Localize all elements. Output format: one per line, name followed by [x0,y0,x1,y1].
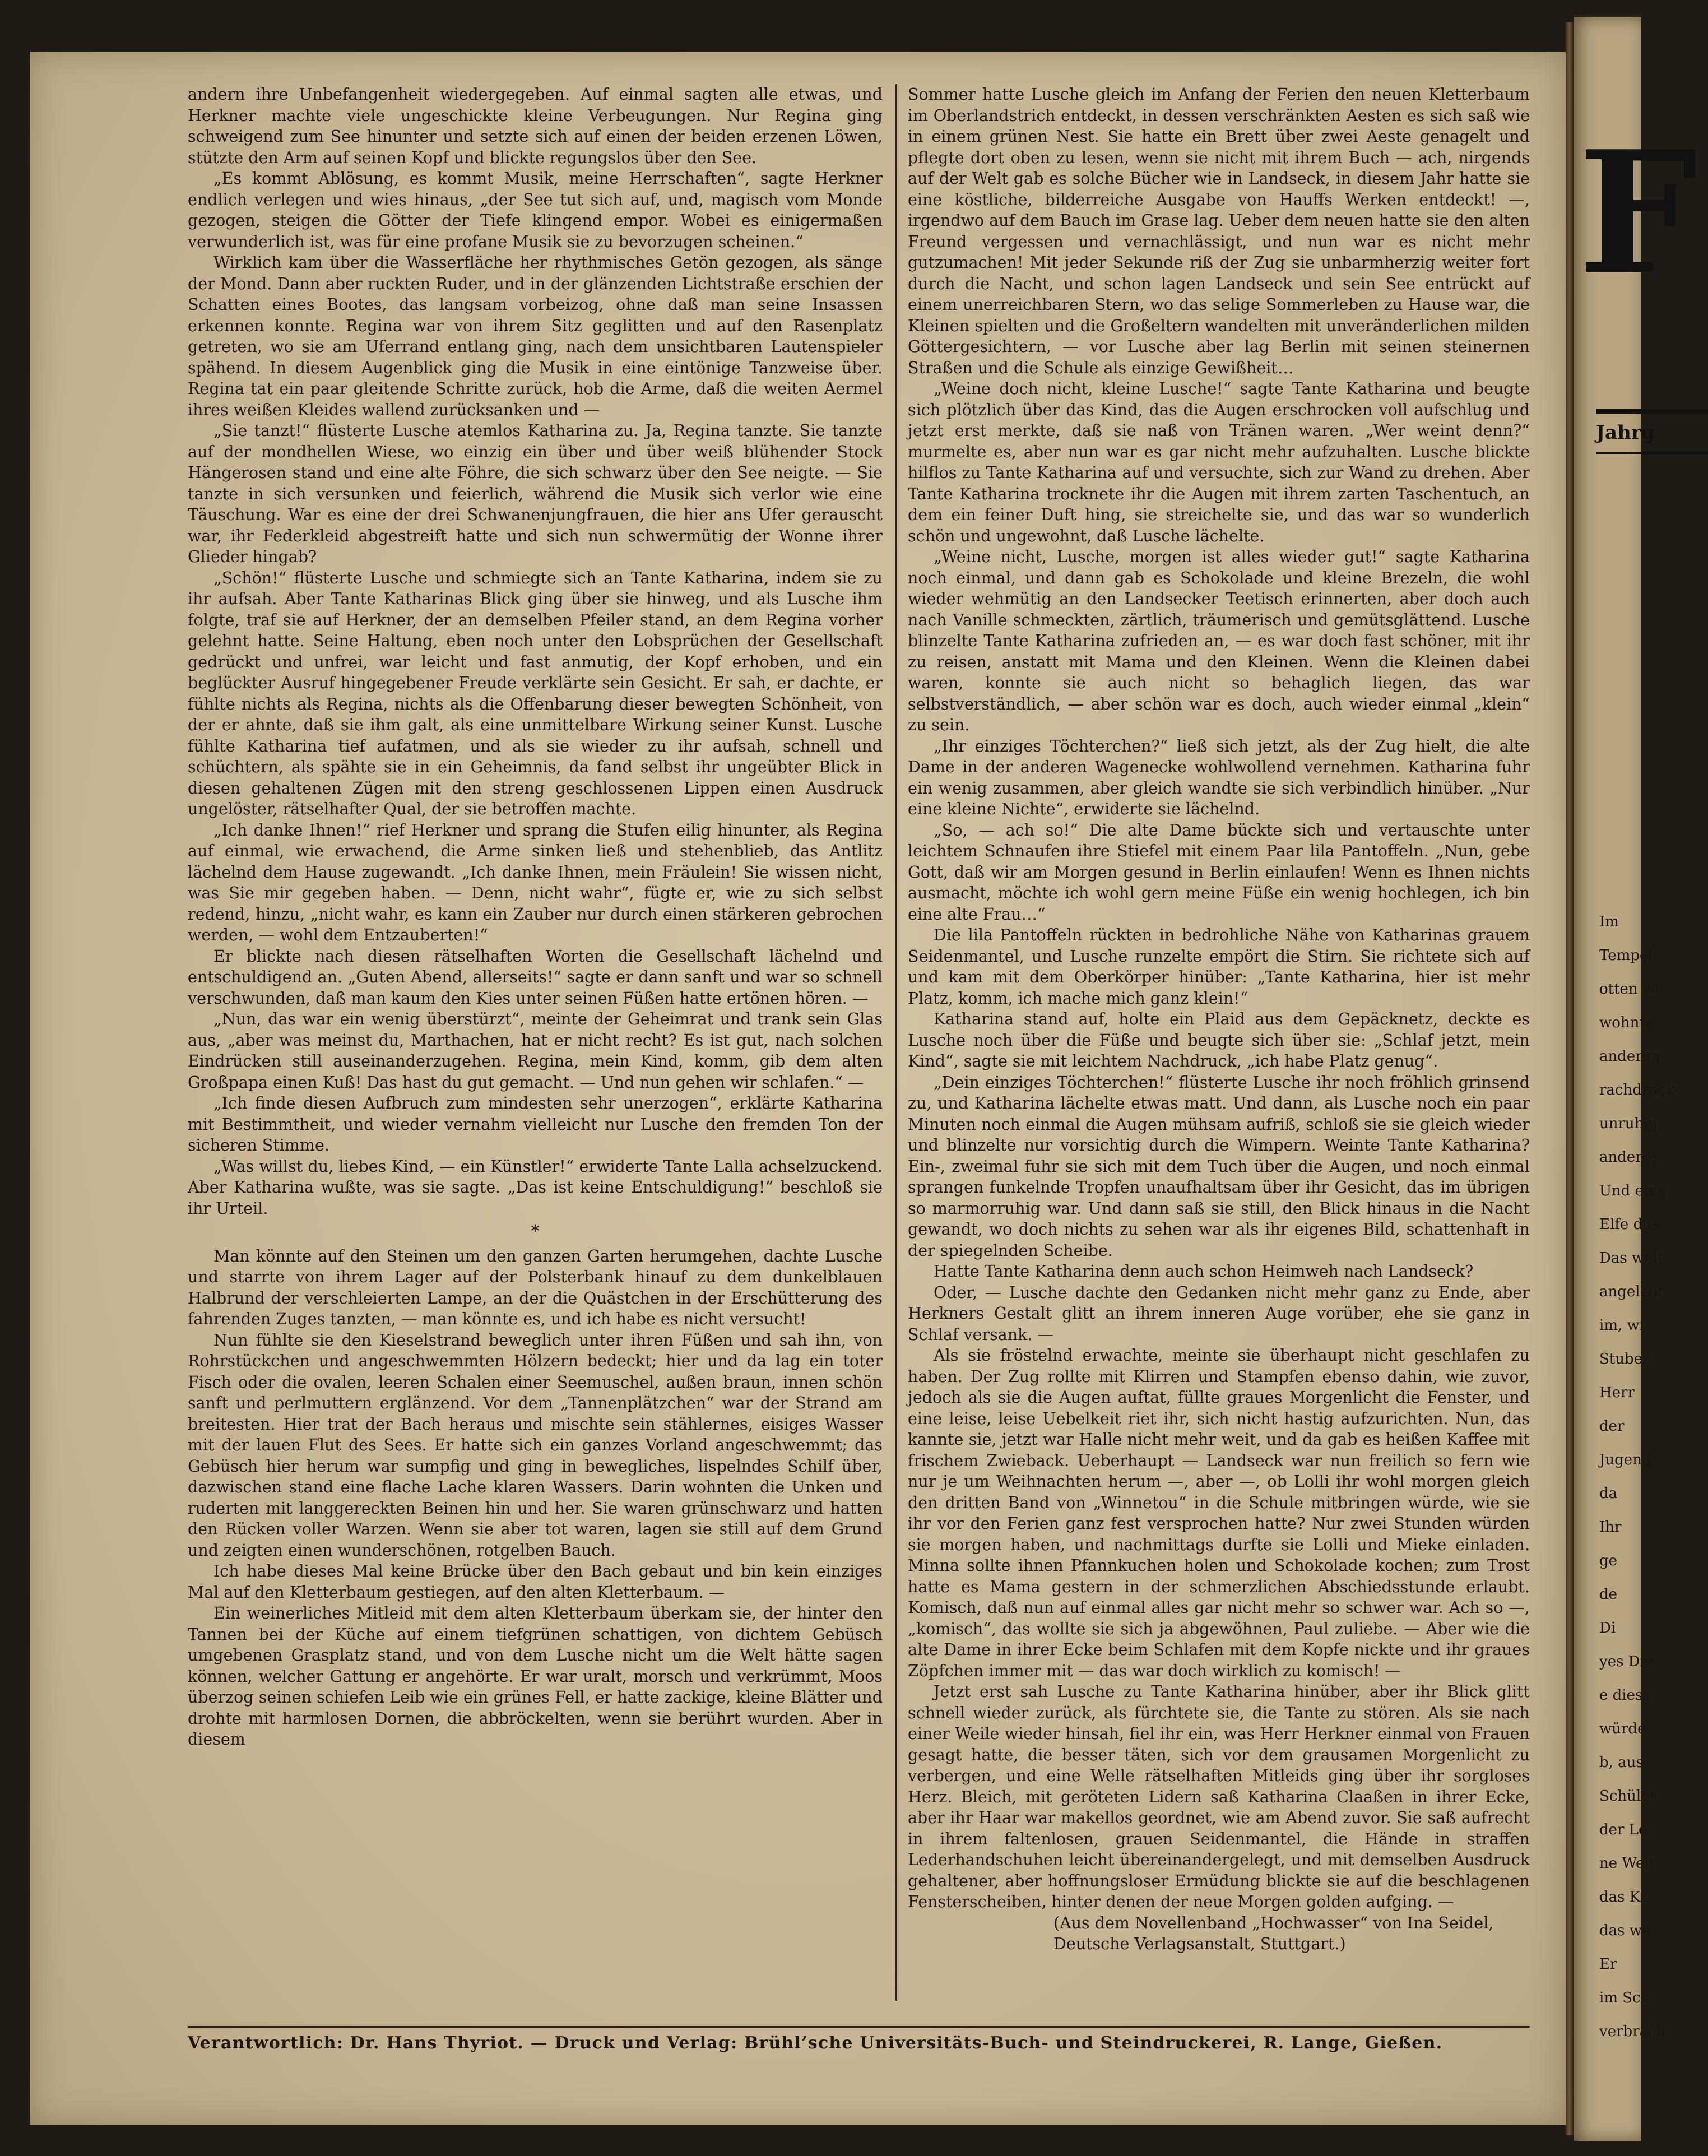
paragraph: „Weine doch nicht, kleine Lusche!“ sagte Tante Katharina und beugte sich plötzlich über das Kind, das die Augen erschrocken voll aufschlug und jetzt erst merkte, daß sie naß von Tränen waren. „Wer weint denn?“ murmelte es, aber nun war es gar nicht mehr aufzuhalten. Lusche blickte hilflos zu Tante Katharina auf und versuchte, sich zur Wand zu drehen. Aber Tante Katharina trocknete ihr die Augen mit ihrem zarten Taschentuch, an dem ein feiner Duft hing, sie streichelte sie, und das war so wunderlich schön und ungewohnt, daß Lusche lächelte. [908,379,1530,545]
paragraph: „Nun, das war ein wenig überstürzt“, meinte der Geheimrat und trank sein Glas aus, „aber was meinst du, Marthachen, hat er nicht recht? Es ist gut, nach solchen Eindrücken still auseinanderzugehen. Regina, mein Kind, komm, gib dem alten Großpapa einen Kuß! Das hast du gut gemacht. — Und nun gehen wir schlafen.“ — [188,1010,883,1092]
masthead-label-fragment: Jahrg [1596,409,1708,454]
paragraph: Sommer hatte Lusche gleich im Anfang der Ferien den neuen Kletterbaum im Oberlandstrich entdeckt, in dessen verschränkten Aesten es sich saß wie in einem grünen Nest. Sie hatte ein Brett über zwei Aeste genagelt und pflegte dort oben zu lesen, wenn sie nicht mit ihrem Buch — ach, nirgends auf der Welt gab es solche Bücher wie in Landseck, in diesem Jahr hatte sie eine köstliche, bilderreiche Ausgabe von Hauffs Werken entdeckt! —, irgendwo auf dem Bauch im Grase lag. Ueber dem neuen hatte sie den alten Freund vergessen und vernachlässigt, und nun war es nicht mehr gutzumachen! Mit jeder Sekunde riß der Zug sie unbarmherzig weiter fort durch die Nacht, und schon lagen Landseck und sein See entrückt auf einem unerreichbaren Stern, wo das selige Sommerleben zu Hause war, die Kleinen spielten und die Großeltern wandelten mit unveränderlichen milden Göttergesichtern, — vor Lusche aber lag Berlin mit seinen steinernen Straßen und die Schule als einzige Gewißheit… [908,85,1530,377]
text-fragment: Stuben [1599,1351,1652,1367]
footer-rule [188,2026,1530,2028]
paragraph: „Sie tanzt!“ flüsterte Lusche atemlos Katharina zu. Ja, Regina tanzte. Sie tanzte auf der mondhellen Wiese, wo einzig ein über und über weiß blühender Stock Hängerosen stand und eine alte Föhre, die sich schwarz über den See neigte. — Sie tanzte in sich versunken und feierlich, während die Musik sich verlor wie eine Täuschung. War es eine der drei Schwanenjungfrauen, die hier ans Ufer gerauscht war, ihr Federkleid abgestreift hatte und sich nun schwermütig der Wonne ihrer Glieder hingab? [188,421,883,566]
paragraph: „Dein einziges Töchterchen!“ flüsterte Lusche ihr noch fröhlich grinsend zu, und Katharina lächelte etwas matt. Und dann, als Lusche noch ein paar Minuten noch einmal die Augen mühsam aufriß, schloß sie sie gleich wieder und blinzelte nur vorsichtig durch die Wimpern. Weinte Tante Katharina? Ein-, zweimal fuhr sie sich mit dem Tuch über die Augen, und noch einmal sprangen funkelnde Tropfen unaufhaltsam über ihr Gesicht, das im übrigen so marmorruhig war. Und dann saß sie still, den Blick hinaus in die Nacht gewandt, wo doch nichts zu sehen war als ihr eigenes Bild, schattenhaft in der spiegelnden Scheibe. [908,1073,1530,1260]
paragraph: Wirklich kam über die Wasserfläche her rhythmisches Getön gezogen, als sänge der Mond. Dann aber ruckten Ruder, und in der glänzenden Lichtstraße erschien der Schatten eines Bootes, das langsam vorbeizog, ohne daß man seine Insassen erkennen konnte. Regina war von ihrem Sitz geglitten und auf den Rasenplatz getreten, wo sie am Uferrand entlang ging, nach dem unsichtbaren Lautenspieler spähend. In diesem Augenblick ging die Musik in eine eintönige Tanzweise über. Regina tat ein paar gleitende Schritte zurück, hob die Arme, daß die weiten Aermel ihres weißen Kleides wallend zurücksanken und — [188,253,883,419]
paragraph: „So, — ach so!“ Die alte Dame bückte sich und vertauschte unter leichtem Schnaufen ihre Stiefel mit einem Paar lila Pantoffeln. „Nun, gebe Gott, daß wir am Morgen gesund in Berlin einlaufen! Wenn es Ihnen nichts ausmacht, möchte ich wohl gern meine Füße ein wenig hochlegen, ich bin eine alte Frau…“ [908,820,1530,924]
text-fragment: im, wi [1599,1317,1645,1334]
text-fragment: Im [1599,914,1619,930]
text-fragment: unruhig [1599,1115,1658,1132]
text-fragment: wohnte [1599,1014,1654,1031]
paragraph: Die lila Pantoffeln rückten in bedrohliche Nähe von Katharinas grauem Seidenmantel, und Lusche runzelte empört die Stirn. Sie richtete sich auf und kam mit dem Oberkörper hinüber: „Tante Katharina, hier ist mehr Platz, komm, ich mache mich ganz klein!“ [908,926,1530,1008]
text-fragment: anderen [1599,1048,1660,1065]
text-fragment: Di [1599,1620,1616,1636]
text-fragment: Jugend [1599,1452,1651,1468]
paragraph: Ich habe dieses Mal keine Brücke über den Bach gebaut und bin kein einziges Mal auf den Kletterbaum gestiegen, auf den alten Kletterbaum. — [188,1562,883,1602]
paragraph: Als sie fröstelnd erwachte, meinte sie überhaupt nicht geschlafen zu haben. Der Zug rollte mit Klirren und Stampfen ebenso dahin, wie zuvor, jedoch als sie die Augen auftat, füllte graues Morgenlicht die Fenster, und eine leise, leise Uebelkeit riet ihr, sich nicht hastig aufzurichten. Nun, das kannte sie, jetzt war Halle nicht mehr weit, und da gab es heißen Kaffee mit frischem Zwieback. Ueberhaupt — Landseck war nun freilich so fern wie nur je um Weihnachten herum —, aber —, ob Lolli ihr wohl morgen gleich den dritten Band von „Winnetou“ in die Schule mitbringen würde, wie sie ihr vor den Ferien ganz fest versprochen hatte? Nur zwei Stunden würden sie morgen haben, und nachmittags durfte sie Lolli und Mieke einladen. Minna sollte ihnen Pfannkuchen holen und Schokolade kochen; zum Trost hatte es Mama gestern in der schmerzlichen Abschiedsstunde erlaubt. Komisch, daß nun auf einmal alles gar nicht mehr so schwer war. Ach so —, „komisch“, das wollte sie sich ja abgewöhnen, Paul zuliebe. — Aber wie die alte Dame in ihrer Ecke beim Schlafen mit dem Kopfe nickte und ihr graues Zöpfchen immer mit — das war doch wirklich zu komisch! — [908,1346,1530,1680]
text-fragment: Das weit [1599,1250,1664,1267]
text-fragment: der [1599,1418,1625,1435]
text-fragment: da [1599,1485,1618,1502]
paragraph: Katharina stand auf, holte ein Plaid aus dem Gepäcknetz, deckte es Lusche noch über die Füße und beugte sich über sie: „Schlaf jetzt, mein Kind“, sagte sie mit leichtem Nachdruck, „ich habe Platz genug“. [908,1010,1530,1070]
text-fragment: Tempel [1599,947,1653,964]
text-fragment: im Sch [1599,1990,1650,2006]
text-fragment: verbrach [1599,2023,1666,2040]
column-divider [895,84,897,2001]
text-fragment: Schüler [1599,1788,1656,1805]
paragraph: „Schön!“ flüsterte Lusche und schmiegte sich an Tante Katharina, indem sie zu ihr aufsah. Aber Tante Katharinas Blick ging über sie hinweg, und als Lusche ihm folgte, traf sie auf Herkner, der an demselben Pfeiler stand, an dem Regina vorher gelehnt hatte. Seine Haltung, eben noch unter den Lobsprüchen der Gesellschaft gedrückt und unfrei, war leicht und fast anmutig, der Kopf erhoben, und ein beglückter Ausruf hingegebener Freude verklärte sein Gesicht. Er sah, er dachte, er fühlte nichts als Regina, nichts als die Offenbarung dieser bewegten Schönheit, von der er ahnte, daß sie ihm galt, als eine unmittelbare Wirkung seiner Kunst. Lusche fühlte Katharina tief aufatmen, und als sie wieder zu ihr aufsah, schnell und schüchtern, als spähte sie in ein Geheimnis, da fand selbst ihr ungeübter Blick in diesen gehaltenen Zügen mit den streng geschlossenen Lippen einen Ausdruck ungelöster, rätselhafter Qual, der sie betroffen machte. [188,568,883,818]
text-fragment: otten zu [1599,981,1660,998]
paragraph: Hatte Tante Katharina denn auch schon Heimweh nach Landseck? [934,1262,1474,1281]
paragraph: „Was willst du, liebes Kind, — ein Künstler!“ erwiderte Tante Lalla achselzuckend. Aber Katharina wußte, was sie sagte. „Das ist keine Entschuldigung!“ beschloß sie ihr Urteil. [188,1157,883,1218]
book-binding [1566,22,1574,2135]
text-fragment: angelegt [1599,1283,1664,1300]
text-fragment: Er [1599,1956,1617,1973]
text-fragment: der Le [1599,1821,1647,1838]
text-fragment: Und eine [1599,1183,1667,1199]
paragraph: „Ich danke Ihnen!“ rief Herkner und sprang die Stufen eilig hinunter, als Regina auf einmal, wie erwachend, die Arme sinken ließ und stehenblieb, das Antlitz lächelnd dem Hause zugewandt. „Ich danke Ihnen, mein Fräulein! Sie wissen nicht, was Sie mir gegeben haben. — Denn, nicht wahr“, fügte er, wie zu sich selbst redend, hinzu, „nicht wahr, es kann ein Zauber nur durch einen stärkeren gebrochen werden, — wohl dem Entzauberten!“ [188,820,883,944]
paragraph: Er blickte nach diesen rätselhaften Worten die Gesellschaft lächelnd und entschuldigend an. „Guten Abend, allerseits!“ sagte er dann sanft und war so schnell verschwunden, daß man kaum den Kies unter seinen Füßen hatte ertönen hören. — [188,947,883,1008]
imprint-footer: Verantwortlich: Dr. Hans Thyriot. — Druck und Verlag: Brühl’sche Universitäts-Buch- und Steindruckerei, R. Lange, Gießen. [188,2033,1443,2053]
text-fragment: ne Welt [1599,1855,1655,1872]
section-separator: * [531,1222,540,1241]
masthead-letter-fragment: F [1578,114,1697,312]
paragraph: Oder, — Lusche dachte den Gedanken nicht mehr ganz zu Ende, aber Herkners Gestalt glitt an ihrem inneren Auge vorüber, ehe sie ganz in Schlaf versank. — [908,1283,1530,1344]
text-fragment: das we [1599,1922,1651,1939]
paragraph: „Es kommt Ablösung, es kommt Musik, meine Herrschaften“, sagte Herkner endlich verlegen und wies hinaus, „der See tut sich auf, und, magisch vom Monde gezogen, steigen die Götter der Tiefe klingend empor. Wobei es einigermaßen verwunderlich ist, was für eine profane Musik sie zu bevorzugen scheinen.“ [188,169,883,251]
article-column-right [908,84,1530,1955]
text-fragment: b, aus [1599,1754,1644,1771]
paragraph: andern ihre Unbefangenheit wiedergegeben. Auf einmal sagten alle etwas, und Herkner machte viele ungeschickte kleine Verbeugungen. Nur Regina ging schweigend zum See hinunter und setzte sich auf einen der beiden erzenen Löwen, stützte den Arm auf seinen Kopf und blickte regungslos über den See. [188,85,883,167]
paragraph: „Weine nicht, Lusche, morgen ist alles wieder gut!“ sagte Katharina noch einmal, und dann gab es Schokolade und kleine Brezeln, die wohl wieder wehmütig an den Landsecker Teetisch erinnerten, aber doch auch nach Vanille schmeckten, zärtlich, träumerisch und gemütsglättend. Lusche blinzelte Tante Katharina zufrieden an, — es war doch fast schöner, mit ihr zu reisen, anstatt mit Mama und den Kleinen. Wenn die Kleinen dabei waren, konnte sie auch nicht so behaglich liegen, das war selbstverständlich, — aber schön war es doch, auch wieder einmal „klein“ zu sein. [908,548,1530,734]
article-column-left [188,84,883,1750]
text-fragment: e diese [1599,1687,1651,1704]
text-fragment: rachdrück [1599,1082,1675,1098]
text-fragment: das Ki [1599,1889,1645,1905]
paragraph: Nun fühlte sie den Kieselstrand beweglich unter ihren Füßen und sah ihn, von Rohrstückchen und angeschwemmten Hölzern bedeckt; hier und da lag ein toter Fisch oder die ovalen, leeren Schalen einer Seemuschel, außen braun, innen schön sanft und perlmuttern erglänzend. Vor dem „Tannenplätzchen“ war der Strand am breitesten. Hier trat der Bach heraus und mischte sein stählernes, eisiges Wasser mit der lauen Flut des Sees. Er hatte sich ein ganzes Vorland angeschwemmt; das Gebüsch hier herum war sumpfig und ging in bewegliches, lispelndes Schilf über, dazwischen stand eine flache Lache klaren Wassers. Darin wohnten die Unken und ruderten mit langgereckten Beinen hin und her. Sie waren grünschwarz und hatten den Rücken voller Warzen. Wenn sie aber tot waren, lagen sie still auf dem Grund und zeigten einen wunderschönen, rotgelben Bauch. [188,1330,883,1560]
text-fragment: de [1599,1586,1618,1603]
paragraph: Man könnte auf den Steinen um den ganzen Garten herumgehen, dachte Lusche und starrte von ihrem Lager auf der Polsterbank hinauf zu dem dunkelblauen Halbrund der verschleierten Lampe, an der die Quästchen in der Erschütterung des fahrenden Zuges tanzten, — man könnte es, und ich habe es nicht versucht! [188,1246,883,1328]
paragraph: Ein weinerliches Mitleid mit dem alten Kletterbaum überkam sie, der hinter den Tannen bei der Küche auf einem tiefgrünen schattigen, von dichtem Gebüsch umgebenen Grasplatz stand, und von dem Lusche nicht um die Welt hätte sagen können, welcher Gattung er angehörte. Er war uralt, morsch und verkrümmt, Moos überzog seinen schiefen Leib wie ein grünes Fell, er hatte zackige, kleine Blätter und drohte mit harmlosen Dornen, die abbröckelten, wenn sie berührt wurden. Aber in diesem [188,1604,883,1749]
text-fragment: Ihr [1599,1519,1622,1536]
text-fragment: würde [1599,1721,1646,1737]
paragraph: Jetzt erst sah Lusche zu Tante Katharina hinüber, aber ihr Blick glitt schnell wieder zurück, als fürchtete sie, die Tante zu stören. Als sie nach einer Weile wieder hinsah, fiel ihr ein, was Herr Herkner einmal von Frauen gesagt hatte, die besser täten, sich vor dem grausamen Morgenlicht zu verbergen, und eine Welle rätselhaften Mitleids ging über ihr sorgloses Herz. Bleich, mit geröteten Lidern saß Katharina Claaßen in ihrer Ecke, aber ihr Haar war makellos geordnet, wie am Abend zuvor. Sie saß aufrecht in ihrem faltenlosen, grauen Seidenmantel, die Hände in straffen Lederhandschuhen leicht übereinandergelegt, und mit demselben Ausdruck gehaltener, aber hoffnungsloser Ermüdung blickte sie auf die beschlagenen Fensterscheiben, hinter denen der neue Morgen golden aufging. — [908,1682,1530,1911]
source-citation: (Aus dem Novellenband „Hochwasser“ von Ina Seidel, Deutsche Verlagsanstalt, Stuttgart.) [1053,1913,1494,1953]
text-fragment: ge [1599,1552,1618,1569]
text-fragment: Elfe dus [1599,1216,1660,1233]
text-fragment: yes Die [1599,1653,1654,1670]
paragraph: „Ihr einziges Töchterchen?“ ließ sich jetzt, als der Zug hielt, die alte Dame in der anderen Wagenecke wohlwollend vernehmen. Katharina fuhr ein wenig zusammen, aber gleich wandte sie sich verbindlich hinüber. „Nur eine kleine Nichte“, erwiderte sie lächelnd. [908,736,1530,818]
adjacent-page-edge [1574,17,1697,2141]
text-fragment: Herr [1599,1384,1635,1401]
paragraph: „Ich finde diesen Aufbruch zum mindesten sehr unerzogen“, erklärte Katharina mit Bestimmtheit, und wieder vernahm vielleicht nur Lusche den fremden Ton der sicheren Stimme. [188,1094,883,1154]
text-fragment: anderes [1599,1149,1659,1166]
